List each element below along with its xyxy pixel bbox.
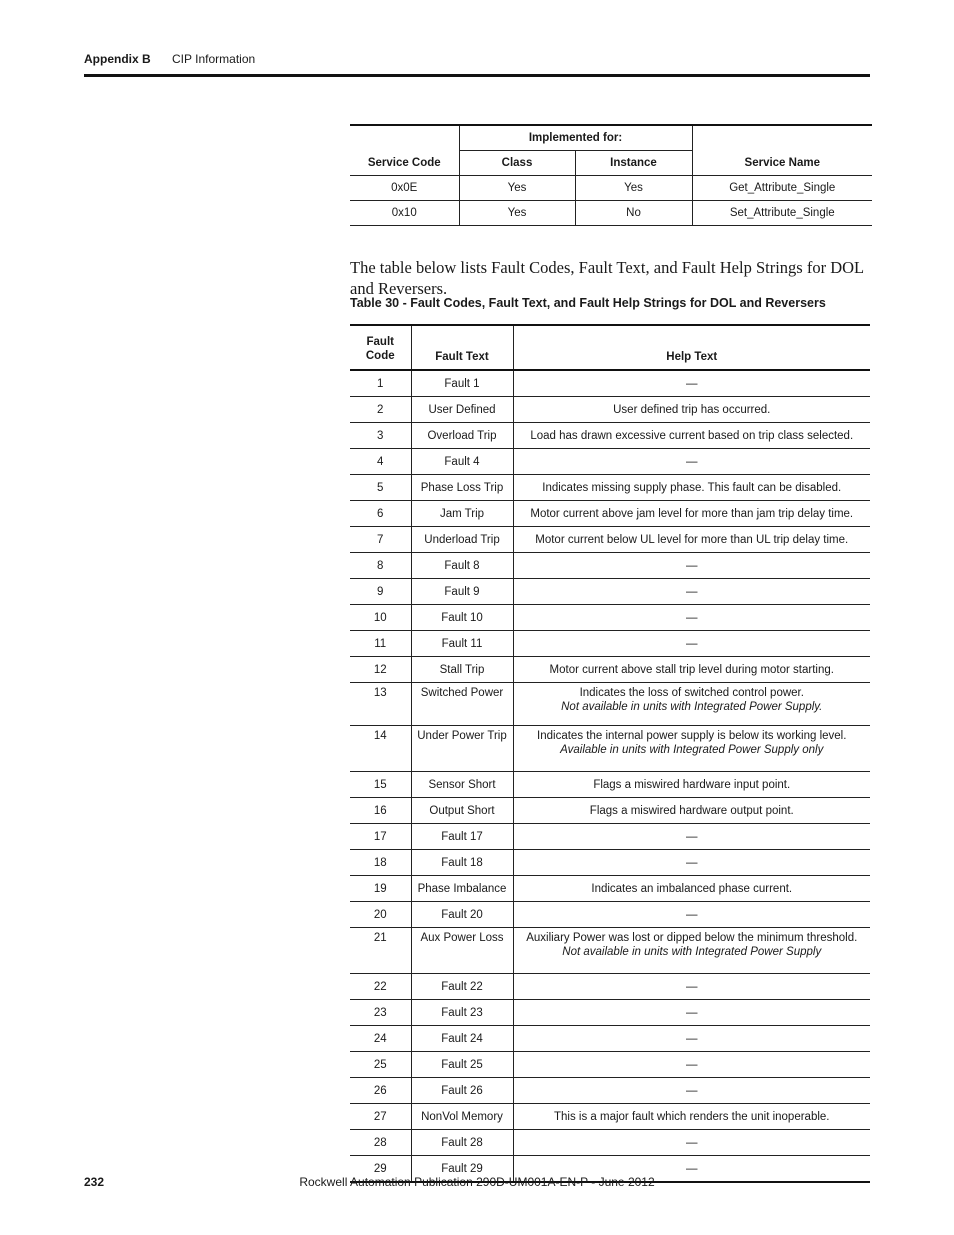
- help-note: Not available in units with Integrated Power Supply: [562, 946, 822, 958]
- fault-text-cell: Fault 24: [411, 1026, 513, 1052]
- help-text-cell: [513, 928, 870, 974]
- fault-code-cell: 25: [350, 1052, 411, 1078]
- help-text-cell: [513, 824, 870, 850]
- table-row: [350, 974, 870, 1000]
- table-row: [350, 397, 870, 423]
- help-text-cell: [513, 1104, 870, 1130]
- help-text-cell: [513, 370, 870, 397]
- help-text-cell: [513, 423, 870, 449]
- fault-code-cell: 15: [350, 772, 411, 798]
- fault-code-cell: 26: [350, 1078, 411, 1104]
- help-note: Not available in units with Integrated Power Supply.: [561, 701, 823, 713]
- service-name-header: Service Name: [692, 125, 872, 176]
- fault-text-cell: Fault 17: [411, 824, 513, 850]
- table-row: [350, 1052, 870, 1078]
- table-row: [350, 579, 870, 605]
- help-text: Motor current below UL level for more than UL trip delay time.: [535, 534, 849, 546]
- fault-text-cell: Phase Loss Trip: [411, 475, 513, 501]
- table-row: [350, 902, 870, 928]
- fault-text-cell: Fault 23: [411, 1000, 513, 1026]
- fault-code-cell: 8: [350, 553, 411, 579]
- help-text: Motor current above stall trip level during motor starting.: [549, 664, 834, 676]
- publication-footer: Rockwell Automation Publication 290D-UM001A-EN-P - June 2012: [299, 1175, 655, 1189]
- fault-code-cell: 24: [350, 1026, 411, 1052]
- instance-cell: Yes: [575, 176, 692, 201]
- help-text-cell: [513, 1078, 870, 1104]
- table-row: [350, 1104, 870, 1130]
- help-text-cell: [513, 850, 870, 876]
- help-text-header: Help Text: [513, 325, 870, 370]
- table-row: [350, 1078, 870, 1104]
- fault-text-cell: Under Power Trip: [411, 726, 513, 772]
- service-code-header: Service Code: [350, 125, 459, 176]
- fault-code-cell: 2: [350, 397, 411, 423]
- help-text: —: [686, 456, 698, 468]
- table-row: [350, 824, 870, 850]
- help-text-cell: [513, 772, 870, 798]
- help-text-cell: [513, 876, 870, 902]
- help-text-cell: [513, 605, 870, 631]
- help-text-cell: [513, 1130, 870, 1156]
- table-row: [350, 201, 872, 226]
- help-text: —: [686, 638, 698, 650]
- table-row: [350, 631, 870, 657]
- service-code-cell: 0x0E: [350, 176, 459, 201]
- fault-code-cell: 11: [350, 631, 411, 657]
- implemented-for-header: Implemented for:: [459, 125, 692, 151]
- table-row: [350, 772, 870, 798]
- table-caption: Table 30 - Fault Codes, Fault Text, and Fault Help Strings for DOL and Reversers: [350, 296, 826, 310]
- section-label: CIP Information: [172, 52, 256, 66]
- help-text: —: [686, 1163, 698, 1175]
- help-text: User defined trip has occurred.: [613, 404, 771, 416]
- fault-code-cell: 5: [350, 475, 411, 501]
- table-row: [350, 928, 870, 974]
- table-row: [350, 683, 870, 726]
- help-note: Available in units with Integrated Power Supply only: [560, 744, 824, 756]
- help-text: —: [686, 1007, 698, 1019]
- fault-text-cell: Fault 29: [411, 1156, 513, 1183]
- table-row: [350, 176, 872, 201]
- table-row: [350, 449, 870, 475]
- fault-code-cell: 28: [350, 1130, 411, 1156]
- help-text: —: [686, 831, 698, 843]
- help-text: This is a major fault which renders the unit inoperable.: [553, 1111, 830, 1123]
- fault-code-cell: 6: [350, 501, 411, 527]
- help-text: Indicates missing supply phase. This fault can be disabled.: [542, 482, 842, 494]
- fault-text-header: Fault Text: [411, 325, 513, 370]
- fault-code-cell: 18: [350, 850, 411, 876]
- help-text: Flags a miswired hardware input point.: [593, 779, 791, 791]
- fault-text-cell: Fault 1: [411, 370, 513, 397]
- help-text-cell: [513, 974, 870, 1000]
- help-text-cell: [513, 657, 870, 683]
- fault-text-cell: Fault 25: [411, 1052, 513, 1078]
- class-cell: Yes: [459, 176, 575, 201]
- help-text: —: [686, 1059, 698, 1071]
- help-text: Indicates an imbalanced phase current.: [591, 883, 793, 895]
- fault-text-cell: Overload Trip: [411, 423, 513, 449]
- help-text: Auxiliary Power was lost or dipped below the minimum threshold.: [526, 932, 858, 944]
- header-divider: [84, 74, 870, 77]
- table-row: [350, 1000, 870, 1026]
- fault-code-cell: 16: [350, 798, 411, 824]
- table-row: [350, 423, 870, 449]
- fault-code-cell: 12: [350, 657, 411, 683]
- help-text-cell: [513, 798, 870, 824]
- fault-code-cell: 17: [350, 824, 411, 850]
- fault-code-cell: 3: [350, 423, 411, 449]
- fault-text-cell: Fault 28: [411, 1130, 513, 1156]
- fault-text-cell: Stall Trip: [411, 657, 513, 683]
- fault-code-cell: 10: [350, 605, 411, 631]
- help-text-cell: [513, 501, 870, 527]
- help-text: —: [686, 909, 698, 921]
- help-text: —: [686, 586, 698, 598]
- table-row: [350, 1026, 870, 1052]
- instance-header: Instance: [575, 151, 692, 176]
- service-name-cell: Get_Attribute_Single: [692, 176, 872, 201]
- fault-text-cell: Fault 18: [411, 850, 513, 876]
- fault-text-cell: Output Short: [411, 798, 513, 824]
- fault-code-cell: 27: [350, 1104, 411, 1130]
- help-text: —: [686, 560, 698, 572]
- help-text: —: [686, 1137, 698, 1149]
- fault-code-cell: 7: [350, 527, 411, 553]
- help-text: Flags a miswired hardware output point.: [589, 805, 794, 817]
- table-row: [350, 605, 870, 631]
- fault-code-cell: 21: [350, 928, 411, 974]
- help-text: —: [686, 981, 698, 993]
- table-row: [350, 657, 870, 683]
- fault-text-cell: Fault 9: [411, 579, 513, 605]
- help-text-cell: [513, 631, 870, 657]
- fault-text-cell: Phase Imbalance: [411, 876, 513, 902]
- service-code-cell: 0x10: [350, 201, 459, 226]
- fault-code-cell: 20: [350, 902, 411, 928]
- help-text-cell: [513, 449, 870, 475]
- help-text: —: [686, 378, 698, 390]
- help-text-cell: [513, 553, 870, 579]
- fault-text-cell: Fault 10: [411, 605, 513, 631]
- running-header: [84, 52, 255, 66]
- page-number: 232: [84, 1175, 105, 1189]
- help-text-cell: [513, 1026, 870, 1052]
- help-text-cell: [513, 902, 870, 928]
- table-row: [350, 475, 870, 501]
- help-text-cell: [513, 397, 870, 423]
- fault-text-cell: NonVol Memory: [411, 1104, 513, 1130]
- fault-code-cell: 4: [350, 449, 411, 475]
- help-text: Motor current above jam level for more than jam trip delay time.: [530, 508, 854, 520]
- fault-code-header: Fault Code: [350, 325, 411, 370]
- table-row: [350, 1130, 870, 1156]
- table-row: [350, 726, 870, 772]
- help-text-cell: [513, 683, 870, 726]
- intro-paragraph: The table below lists Fault Codes, Fault Text, and Fault Help Strings for DOL and Reversers.: [350, 257, 864, 298]
- fault-code-cell: 19: [350, 876, 411, 902]
- help-text: —: [686, 612, 698, 624]
- help-text-cell: [513, 527, 870, 553]
- fault-text-cell: Switched Power: [411, 683, 513, 726]
- fault-text-cell: Underload Trip: [411, 527, 513, 553]
- help-text: —: [686, 857, 698, 869]
- help-text: —: [686, 1033, 698, 1045]
- help-text-cell: [513, 726, 870, 772]
- fault-text-cell: Fault 26: [411, 1078, 513, 1104]
- fault-code-cell: 9: [350, 579, 411, 605]
- fault-code-table: [350, 324, 870, 1183]
- fault-text-cell: Jam Trip: [411, 501, 513, 527]
- table-row: [350, 501, 870, 527]
- fault-text-cell: Fault 20: [411, 902, 513, 928]
- help-text: —: [686, 1085, 698, 1097]
- fault-text-cell: Aux Power Loss: [411, 928, 513, 974]
- table-row: [350, 798, 870, 824]
- table-row: [350, 527, 870, 553]
- instance-cell: No: [575, 201, 692, 226]
- fault-code-cell: 29: [373, 1163, 387, 1175]
- table-row: [350, 370, 870, 397]
- table-row: [350, 553, 870, 579]
- fault-code-cell: 13: [350, 683, 411, 726]
- help-text-cell: [513, 1000, 870, 1026]
- help-text: Load has drawn excessive current based on trip class selected.: [530, 430, 854, 442]
- fault-text-cell: Fault 8: [411, 553, 513, 579]
- help-text: Indicates the internal power supply is below its working level.: [537, 730, 847, 742]
- class-cell: Yes: [459, 201, 575, 226]
- class-header: Class: [459, 151, 575, 176]
- help-text-cell: [513, 475, 870, 501]
- help-text-cell: [513, 1052, 870, 1078]
- fault-text-cell: Fault 22: [411, 974, 513, 1000]
- fault-text-cell: Fault 4: [411, 449, 513, 475]
- fault-code-cell: 14: [350, 726, 411, 772]
- help-text: Indicates the loss of switched control power.: [579, 687, 804, 699]
- fault-text-cell: Sensor Short: [411, 772, 513, 798]
- fault-text-cell: Fault 11: [411, 631, 513, 657]
- fault-code-cell: 23: [350, 1000, 411, 1026]
- fault-text-cell: User Defined: [411, 397, 513, 423]
- service-name-cell: Set_Attribute_Single: [692, 201, 872, 226]
- table-row: [350, 876, 870, 902]
- table-row: [350, 850, 870, 876]
- fault-code-cell: 22: [350, 974, 411, 1000]
- service-code-table: [350, 124, 872, 226]
- appendix-label: Appendix B: [84, 52, 151, 66]
- fault-code-cell: 1: [350, 370, 411, 397]
- help-text-cell: [513, 579, 870, 605]
